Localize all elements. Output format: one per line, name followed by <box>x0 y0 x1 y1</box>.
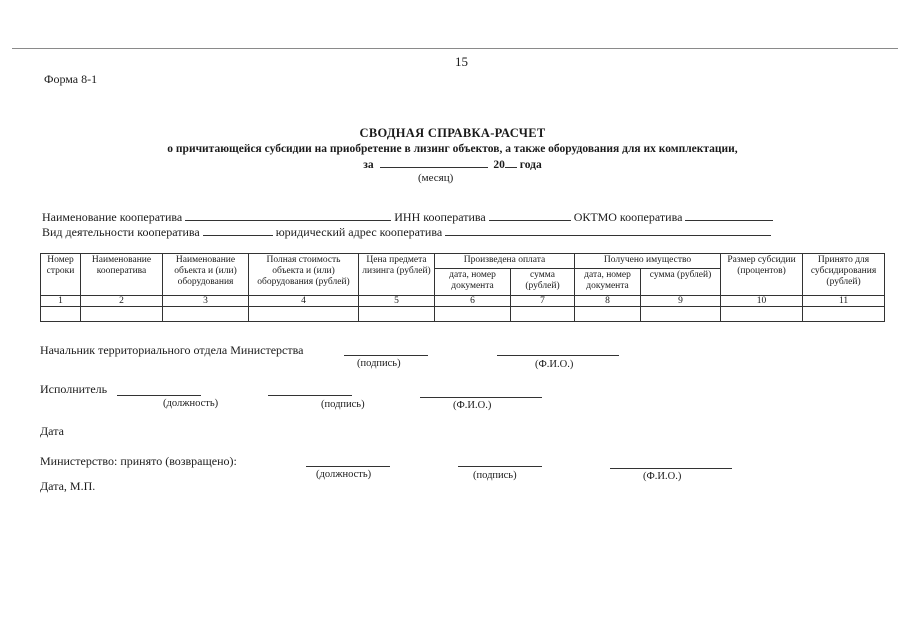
page-number: 15 <box>455 54 468 69</box>
empty-data-row <box>41 307 885 322</box>
header-row-number: Номер строки <box>41 254 81 296</box>
column-number: 3 <box>163 296 249 307</box>
table-cell[interactable] <box>803 307 885 322</box>
date-label: Дата <box>40 424 64 438</box>
column-number: 1 <box>41 296 81 307</box>
executor-label: Исполнитель <box>40 382 108 396</box>
executor-position-line[interactable] <box>117 395 201 396</box>
chief-name-line[interactable] <box>497 355 619 356</box>
header-leasing-price: Цена предмета лизинга (рублей) <box>359 254 435 296</box>
oktmo-label: ОКТМО кооператива <box>573 210 683 224</box>
top-rule <box>12 48 898 49</box>
column-number: 7 <box>511 296 575 307</box>
coop-name-field[interactable] <box>185 209 391 221</box>
table-cell[interactable] <box>41 307 81 322</box>
month-blank[interactable] <box>380 157 488 168</box>
header-payment-sum: сумма (рублей) <box>511 269 575 296</box>
column-number: 10 <box>721 296 803 307</box>
table-cell[interactable] <box>641 307 721 322</box>
executor-name-line[interactable] <box>420 397 542 398</box>
ministry-signature-line[interactable] <box>458 466 542 467</box>
header-payment-group: Произведена оплата <box>435 254 575 269</box>
ministry-name-line[interactable] <box>610 468 732 469</box>
period-suffix: года <box>519 159 542 171</box>
ministry-signature-hint: (подпись) <box>473 470 517 481</box>
column-number: 5 <box>359 296 435 307</box>
table-cell[interactable] <box>575 307 641 322</box>
header-property-group: Получено имущество <box>575 254 721 269</box>
table-cell[interactable] <box>359 307 435 322</box>
header-full-cost: Полная стоимость объекта и (или) оборудования (рублей) <box>249 254 359 296</box>
chief-label: Начальник территориального отдела Министерства <box>40 343 304 357</box>
chief-name-hint: (Ф.И.О.) <box>535 359 574 370</box>
date-stamp-label: Дата, М.П. <box>40 479 96 493</box>
year-blank[interactable] <box>505 157 517 168</box>
table-cell[interactable] <box>163 307 249 322</box>
column-number: 9 <box>641 296 721 307</box>
document-subtitle: о причитающейся субсидии на приобретение в лизинг объектов, а также оборудования для их комплектации, <box>167 143 738 155</box>
ministry-name-hint: (Ф.И.О.) <box>643 471 682 482</box>
inn-field[interactable] <box>489 209 571 221</box>
address-label: юридический адрес кооператива <box>275 225 443 239</box>
column-number: 4 <box>249 296 359 307</box>
coop-info-line-2 <box>42 224 771 240</box>
column-number: 8 <box>575 296 641 307</box>
subsidy-table <box>40 253 885 322</box>
ministry-position-hint: (должность) <box>316 469 372 480</box>
column-number: 2 <box>81 296 163 307</box>
table-cell[interactable] <box>721 307 803 322</box>
executor-signature-hint: (подпись) <box>321 399 365 410</box>
coop-info-line-1 <box>42 209 773 225</box>
document-title: СВОДНАЯ СПРАВКА-РАСЧЕТ <box>359 126 546 140</box>
ministry-label: Министерство: принято (возвращено): <box>40 454 237 468</box>
period-year: 20 <box>493 159 505 171</box>
header-property-sum: сумма (рублей) <box>641 269 721 296</box>
table-cell[interactable] <box>511 307 575 322</box>
column-number: 6 <box>435 296 511 307</box>
table-cell[interactable] <box>81 307 163 322</box>
executor-name-hint: (Ф.И.О.) <box>453 400 492 411</box>
address-field[interactable] <box>445 224 771 236</box>
header-property-doc: дата, номер документа <box>575 269 641 296</box>
column-number-row <box>41 296 885 307</box>
header-object-name: Наименование объекта и (или) оборудования <box>163 254 249 296</box>
period-line <box>0 157 905 171</box>
header-subsidy-size: Размер субсидии (процентов) <box>721 254 803 296</box>
header-coop-name: Наименование кооператива <box>81 254 163 296</box>
chief-signature-line[interactable] <box>344 355 428 356</box>
table-cell[interactable] <box>249 307 359 322</box>
inn-label: ИНН кооператива <box>394 210 486 224</box>
activity-field[interactable] <box>203 224 273 236</box>
header-payment-doc: дата, номер документа <box>435 269 511 296</box>
header-accepted: Принято для субсидирования (рублей) <box>803 254 885 296</box>
column-number: 11 <box>803 296 885 307</box>
form-label: Форма 8-1 <box>44 72 98 86</box>
ministry-position-line[interactable] <box>306 466 390 467</box>
coop-name-label: Наименование кооператива <box>42 210 183 224</box>
table-cell[interactable] <box>435 307 511 322</box>
executor-signature-line[interactable] <box>268 395 352 396</box>
activity-label: Вид деятельности кооператива <box>42 225 200 239</box>
executor-position-hint: (должность) <box>163 398 219 409</box>
month-hint: (месяц) <box>418 172 454 184</box>
oktmo-field[interactable] <box>685 209 773 221</box>
period-prefix: за <box>363 159 374 171</box>
chief-signature-hint: (подпись) <box>357 358 401 369</box>
